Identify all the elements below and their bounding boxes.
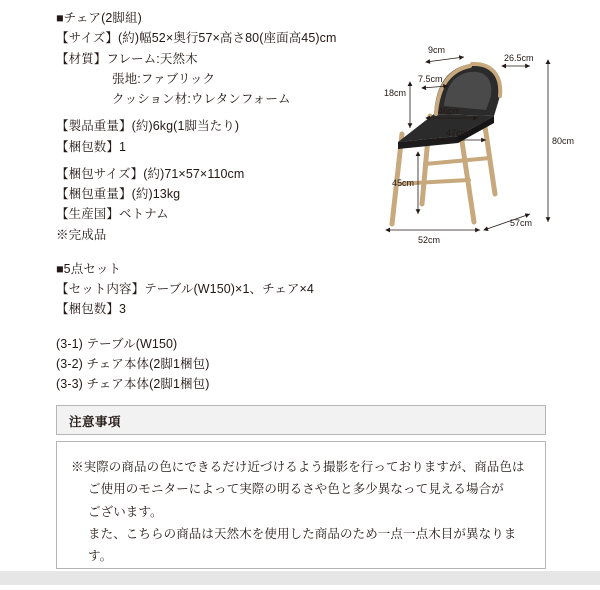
spec-assembled-note: ※完成品 xyxy=(56,227,107,242)
chair-dimension-diagram xyxy=(352,44,592,249)
set-package-count: 【梱包数】3 xyxy=(56,302,127,317)
notice-item-1-line-2: ご使用のモニターによって実際の明るさや色と多少異なって見える場合が xyxy=(88,482,504,497)
spacer xyxy=(56,109,356,116)
notice-item-1-line-3: ございます。 xyxy=(88,504,163,519)
spec-material-cushion: クッション材:ウレタンフォーム xyxy=(112,92,291,106)
label-seat-height: 45cm xyxy=(392,178,415,188)
spacer xyxy=(56,245,356,259)
chair-section-title: ■チェア(2脚組) xyxy=(56,11,142,25)
spacer xyxy=(56,320,356,334)
notice-item-1-line-1: ※実際の商品の色にできるだけ近づけるよう撮影を行っておりますが、商品色は xyxy=(71,460,525,474)
spec-package-size: 【梱包サイズ】(約)71×57×110cm xyxy=(56,166,245,181)
spec-package-weight: 【梱包重量】(約)13kg xyxy=(56,187,181,201)
label-width: 52cm xyxy=(418,235,441,245)
notice-heading-box xyxy=(56,405,546,435)
label-back-height: 18cm xyxy=(384,88,407,98)
notice-body-box xyxy=(56,441,546,569)
notice-item-1-line-4: また、こちらの商品は天然木を使用した商品のため一点一点木目が異なります。 xyxy=(88,526,517,563)
bottom-bar xyxy=(0,571,600,585)
package-item-3-1: (3-1) テーブル(W150) xyxy=(56,336,178,351)
package-item-3-3: (3-3) チェア本体(2脚1梱包) xyxy=(56,377,210,391)
label-backrest-depth: 7.5cm xyxy=(418,74,443,84)
label-seat-depth: 47cm xyxy=(446,128,469,138)
spec-size: 【サイズ】(約)幅52×奥行57×高さ80(座面高45)cm xyxy=(56,31,337,46)
set-contents: 【セット内容】テーブル(W150)×1、チェア×4 xyxy=(56,282,314,296)
package-item-3-2: (3-2) チェア本体(2脚1梱包) xyxy=(56,356,210,371)
label-total-height: 80cm xyxy=(552,136,575,146)
spacer xyxy=(56,157,356,164)
notice-heading: 注意事項 xyxy=(69,415,122,429)
spec-material-frame: 【材質】フレーム:天然木 xyxy=(56,51,198,66)
label-top-width: 9cm xyxy=(428,45,446,55)
spec-material-fabric: 張地:ファブリック xyxy=(112,71,216,86)
specification-block xyxy=(56,8,356,394)
label-depth: 57cm xyxy=(510,218,533,228)
label-seat-back-inner: 26.5cm xyxy=(504,53,534,63)
set-section-title: ■5点セット xyxy=(56,261,122,276)
spec-country: 【生産国】ベトナム xyxy=(56,207,169,222)
label-seat-width: 46cm xyxy=(438,106,461,116)
spec-product-weight: 【製品重量】(約)6kg(1脚当たり) xyxy=(56,119,240,134)
spec-package-count: 【梱包数】1 xyxy=(56,139,127,154)
